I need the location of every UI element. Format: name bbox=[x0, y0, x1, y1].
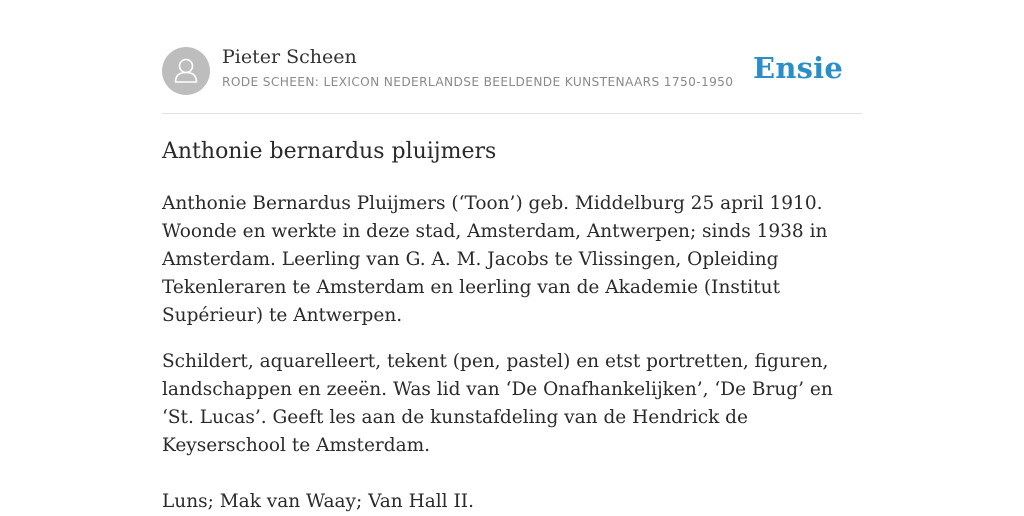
entry-title: Anthonie bernardus pluijmers bbox=[162, 139, 497, 164]
entry-paragraph-2: Schildert, aquarelleert, tekent (pen, pastel) en etst portretten, figuren, landschappen en zeeën. Was lid van ‘De Onafhankelijken’, ‘De Brug’ en ‘St. Lucas’. Geeft les aan de kunstafdeling van de Hendrick de Keyserschool te Amsterdam. bbox=[162, 351, 833, 456]
user-avatar-icon[interactable] bbox=[162, 47, 210, 95]
author-name[interactable]: Pieter Scheen bbox=[222, 46, 357, 68]
ensie-logo[interactable]: Ensie bbox=[753, 51, 843, 85]
entry-references: Luns; Mak van Waay; Van Hall II. bbox=[162, 491, 474, 512]
entry-header bbox=[162, 40, 862, 114]
entry-card bbox=[162, 40, 862, 516]
source-publication[interactable]: RODE SCHEEN: LEXICON NEDERLANDSE BEELDENDE KUNSTENAARS 1750-1950 bbox=[222, 75, 734, 89]
entry-paragraph-1: Anthonie Bernardus Pluijmers (‘Toon’) geb. Middelburg 25 april 1910. Woonde en werkte in deze stad, Amsterdam, Antwerpen; sinds 1938 in Amsterdam. Leerling van G. A. M. Jacobs te Vlissingen, Opleiding Tekenleraren te Amsterdam en leerling van de Akademie (Institut Supérieur) te Antwerpen. bbox=[162, 193, 828, 326]
